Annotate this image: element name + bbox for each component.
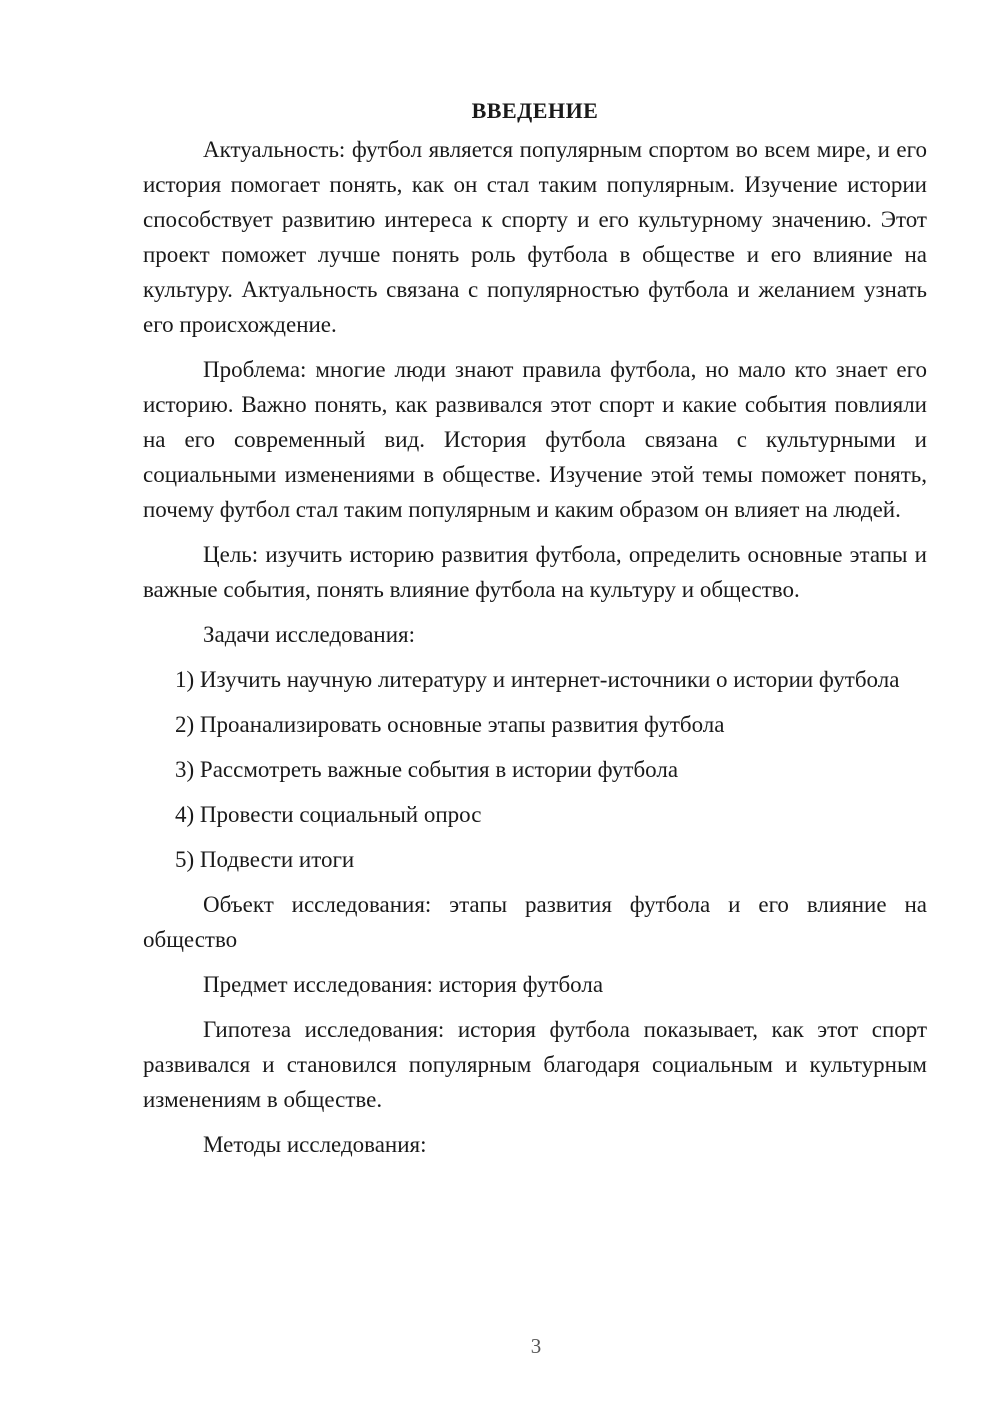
page-number: 3 xyxy=(530,1334,542,1358)
tasks-heading: Задачи исследования: xyxy=(203,622,416,647)
relevance-paragraph: Актуальность: футбол является популярным спортом во всем мире, и его история помогает понять, как он стал таким популярным. Изучение истории способствует развитию интереса к спорту и его культурному значению. Этот проект поможет лучше понять роль футбола в обществе и его влияние на культуру. Актуальность связана с популярностью футбола и желанием узнать его происхождение. xyxy=(143,137,927,337)
document-page xyxy=(143,96,927,1172)
task-item: 3) Рассмотреть важные события в истории футбола xyxy=(175,757,679,782)
methods-heading: Методы исследования: xyxy=(203,1132,427,1157)
problem-paragraph: Проблема: многие люди знают правила футбола, но мало кто знает его историю. Важно понять, как развивался этот спорт и какие события повлияли на его современный вид. История футбола связана с культурными и социальными изменениями в обществе. Изучение этой темы поможет понять, почему футбол стал таким популярным и каким образом он влияет на людей. xyxy=(143,357,927,522)
task-item: 2) Проанализировать основные этапы развития футбола xyxy=(175,712,725,737)
section-heading: ВВЕДЕНИЕ xyxy=(471,98,599,123)
subject-paragraph: Предмет исследования: история футбола xyxy=(203,972,604,997)
goal-paragraph: Цель: изучить историю развития футбола, определить основные этапы и важные события, понять влияние футбола на культуру и общество. xyxy=(143,542,927,602)
hypothesis-paragraph: Гипотеза исследования: история футбола показывает, как этот спорт развивался и становился популярным благодаря социальным и культурным изменениям в обществе. xyxy=(143,1017,927,1112)
task-item: 1) Изучить научную литературу и интернет-источники о истории футбола xyxy=(175,667,900,692)
task-item: 5) Подвести итоги xyxy=(175,847,355,872)
tasks-list xyxy=(143,662,927,877)
object-paragraph: Объект исследования: этапы развития футбола и его влияние на общество xyxy=(143,892,927,952)
task-item: 4) Провести социальный опрос xyxy=(175,802,482,827)
